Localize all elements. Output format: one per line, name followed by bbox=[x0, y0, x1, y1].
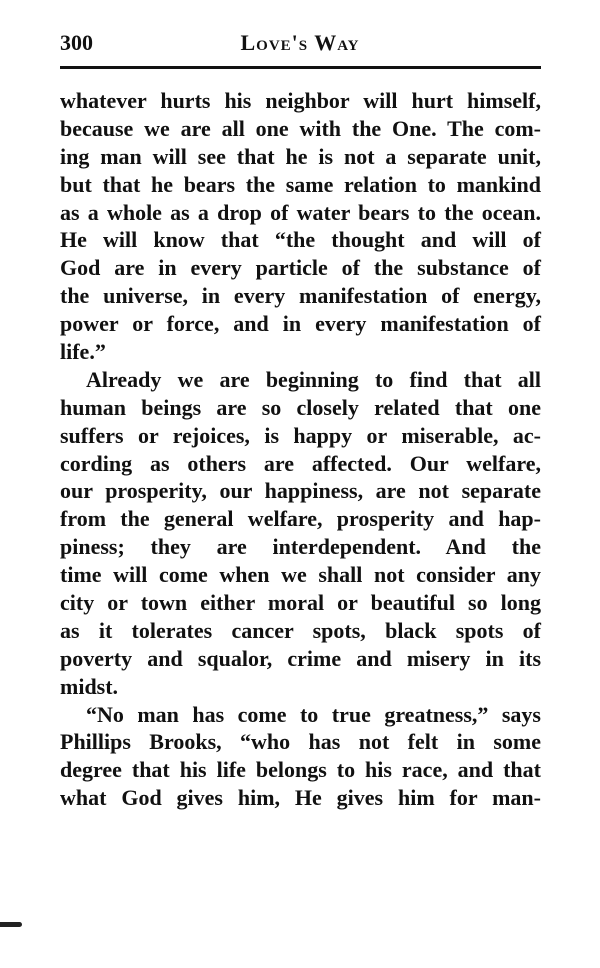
scan-mark bbox=[0, 922, 22, 927]
paragraph bbox=[60, 87, 541, 366]
text-line: ing man will see that he is not a separate unit, bbox=[60, 143, 541, 169]
text-line: but that he bears the same relation to mankind bbox=[60, 171, 541, 197]
text-line: suffers or rejoices, is happy or miserable, ac- bbox=[60, 422, 541, 448]
header-rule bbox=[60, 66, 541, 69]
running-title: Love's Way bbox=[240, 30, 360, 55]
text-line: He will know that “the thought and will of bbox=[60, 227, 541, 253]
text-line: as it tolerates cancer spots, black spots of bbox=[60, 617, 541, 643]
text-line: midst. bbox=[60, 673, 119, 699]
text-line: Already we are beginning to find that all bbox=[86, 366, 541, 392]
text-line: time will come when we shall not consider any bbox=[60, 562, 541, 588]
paragraph bbox=[60, 366, 541, 701]
text-line: Phillips Brooks, “who has not felt in some bbox=[60, 729, 541, 755]
text-line: city or town either moral or beautiful so long bbox=[60, 590, 541, 616]
text-line: cording as others are affected. Our welfare, bbox=[60, 450, 541, 476]
text-line: human beings are so closely related that one bbox=[60, 394, 541, 420]
text-line: what God gives him, He gives him for man- bbox=[60, 785, 541, 811]
text-line: poverty and squalor, crime and misery in its bbox=[60, 645, 541, 671]
text-line: because we are all one with the One. The com- bbox=[60, 115, 541, 141]
page-body bbox=[60, 87, 541, 812]
paragraph bbox=[60, 701, 541, 813]
text-line: power or force, and in every manifestation of bbox=[60, 311, 541, 337]
text-line: our prosperity, our happiness, are not separate bbox=[60, 478, 541, 504]
text-line: life.” bbox=[60, 339, 106, 365]
text-line: degree that his life belongs to his race, and that bbox=[60, 757, 541, 783]
text-line: as a whole as a drop of water bears to the ocean. bbox=[60, 199, 541, 225]
text-line: piness; they are interdependent. And the bbox=[60, 534, 541, 560]
page-number: 300 bbox=[60, 30, 93, 55]
text-line: the universe, in every manifestation of energy, bbox=[60, 283, 541, 309]
text-line: from the general welfare, prosperity and hap- bbox=[60, 506, 541, 532]
page-header bbox=[60, 30, 540, 60]
text-line: “No man has come to true greatness,” says bbox=[86, 701, 541, 727]
text-line: God are in every particle of the substance of bbox=[60, 255, 541, 281]
text-line: whatever hurts his neighbor will hurt himself, bbox=[60, 88, 541, 113]
